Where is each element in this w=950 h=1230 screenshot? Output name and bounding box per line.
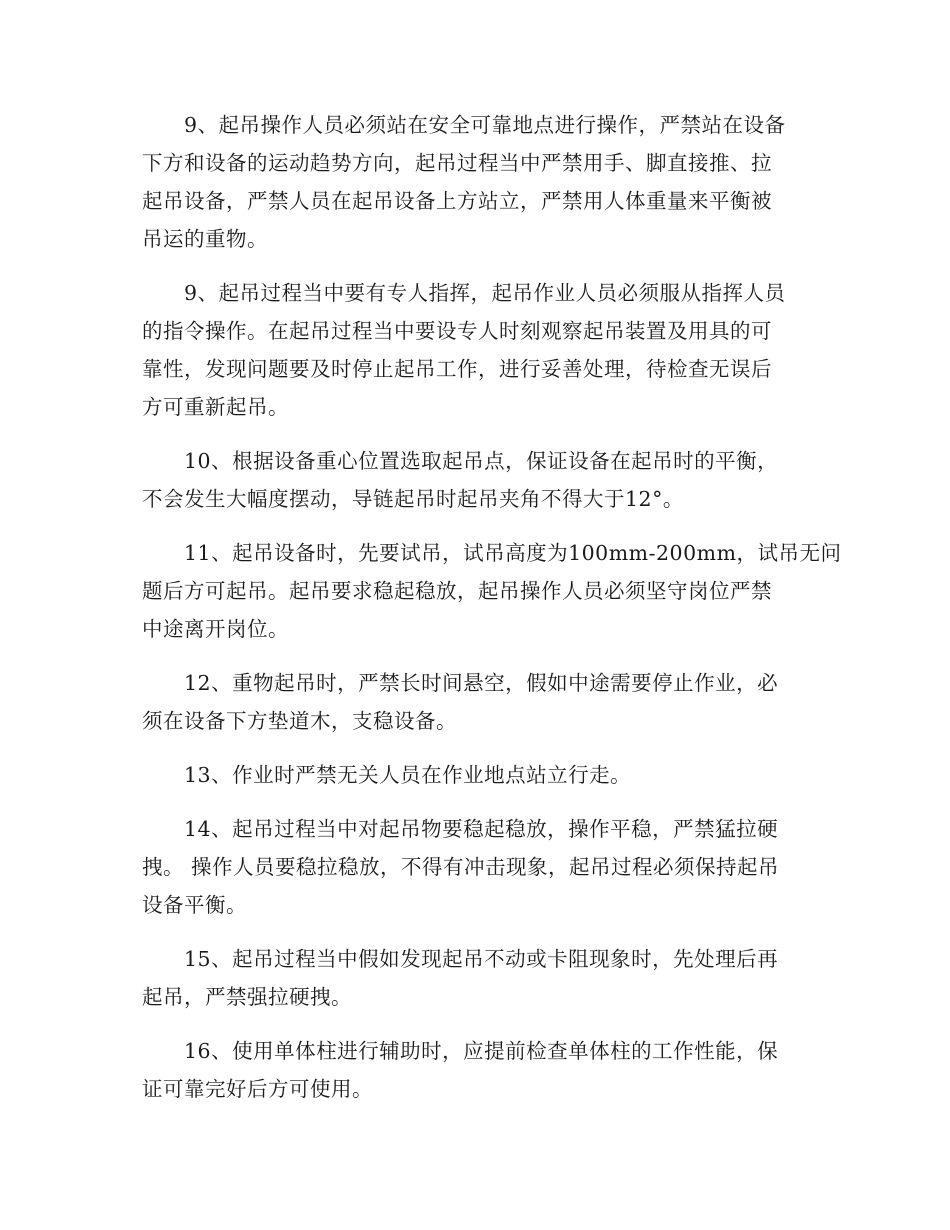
paragraph-line: 须在设备下方垫道木，支稳设备。 xyxy=(142,709,457,733)
paragraph-line: 11、起吊设备时，先要试吊，试吊高度为100mm-200mm，试吊无问 xyxy=(184,541,842,565)
paragraph-item-13 xyxy=(142,756,814,794)
paragraph-line: 下方和设备的运动趋势方向，起吊过程当中严禁用手、脚直接推、拉 xyxy=(142,151,772,175)
paragraph-item-12 xyxy=(142,664,814,740)
paragraph-line: 14、起吊过程当中对起吊物要稳起稳放，操作平稳，严禁猛拉硬 xyxy=(184,817,779,841)
paragraph-line: 16、使用单体柱进行辅助时，应提前检查单体柱的工作性能，保 xyxy=(184,1039,779,1063)
paragraph-line: 起吊设备，严禁人员在起吊设备上方站立，严禁用人体重量来平衡被 xyxy=(142,189,772,213)
paragraph-line: 中途离开岗位。 xyxy=(142,617,289,641)
paragraph-line: 拽。 操作人员要稳拉稳放，不得有冲击现象，起吊过程必须保持起吊 xyxy=(142,855,780,879)
paragraph-line: 起吊，严禁强拉硬拽。 xyxy=(142,985,352,1009)
paragraph-item-11 xyxy=(142,534,842,648)
paragraph-line: 12、重物起吊时，严禁长时间悬空，假如中途需要停止作业，必 xyxy=(184,671,779,695)
paragraph-line: 设备平衡。 xyxy=(142,893,247,917)
paragraph-line: 证可靠完好后方可使用。 xyxy=(142,1077,373,1101)
paragraph-line: 10、根据设备重心位置选取起吊点，保证设备在起吊时的平衡， xyxy=(184,449,779,473)
paragraph-line: 靠性，发现问题要及时停止起吊工作，进行妥善处理，待检查无误后 xyxy=(142,357,772,381)
paragraph-line: 9、起吊过程当中要有专人指挥，起吊作业人员必须服从指挥人员 xyxy=(184,281,786,305)
paragraph-item-16 xyxy=(142,1032,814,1108)
paragraph-line: 方可重新起吊。 xyxy=(142,395,289,419)
paragraph-item-9b xyxy=(142,274,814,426)
paragraph-item-15 xyxy=(142,940,814,1016)
paragraph-item-9a xyxy=(142,106,814,258)
document-body xyxy=(142,106,842,1124)
paragraph-item-14 xyxy=(142,810,814,924)
paragraph-line: 吊运的重物。 xyxy=(142,227,268,251)
paragraph-line: 15、起吊过程当中假如发现起吊不动或卡阻现象时，先处理后再 xyxy=(184,947,779,971)
paragraph-line: 题后方可起吊。起吊要求稳起稳放，起吊操作人员必须坚守岗位严禁 xyxy=(142,579,772,603)
paragraph-line: 的指令操作。在起吊过程当中要设专人时刻观察起吊装置及用具的可 xyxy=(142,319,772,343)
paragraph-line: 13、作业时严禁无关人员在作业地点站立行走。 xyxy=(184,763,632,787)
paragraph-line: 9、起吊操作人员必须站在安全可靠地点进行操作，严禁站在设备 xyxy=(184,113,786,137)
paragraph-item-10 xyxy=(142,442,814,518)
paragraph-line: 不会发生大幅度摆动，导链起吊时起吊夹角不得大于12°。 xyxy=(142,487,684,511)
